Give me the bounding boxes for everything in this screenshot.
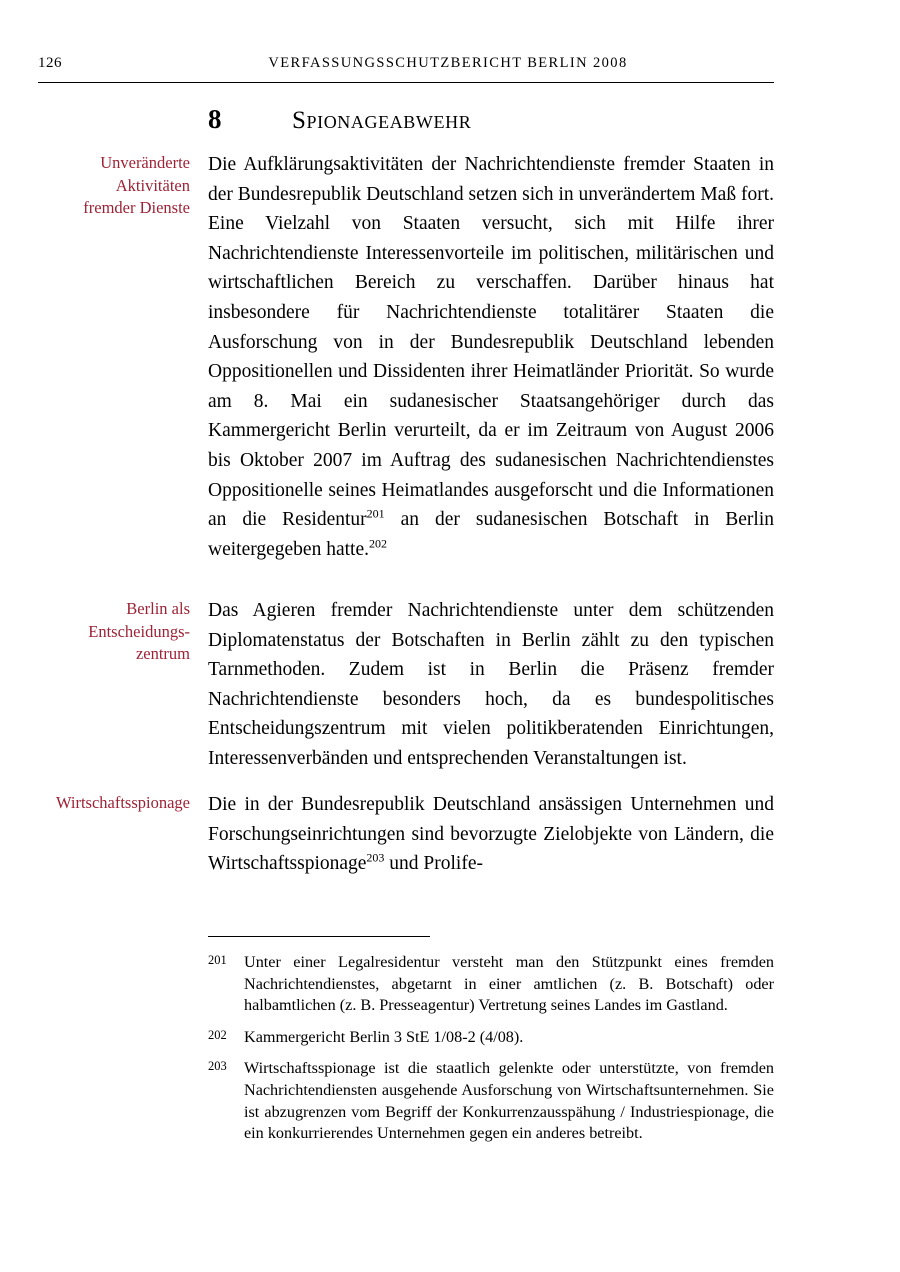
margin-note-line: Entscheidungs- <box>88 621 190 641</box>
footnote-item <box>208 1058 774 1144</box>
footnote-item <box>208 1027 774 1049</box>
running-head <box>38 55 774 72</box>
margin-note-unveraenderte-aktivitaeten <box>38 152 190 220</box>
margin-note-berlin-entscheidungszentrum <box>38 598 190 666</box>
margin-note-line: Wirtschaftsspionage <box>55 793 190 812</box>
paragraph-block-2 <box>208 596 774 774</box>
margin-note-line: Unveränderte <box>100 153 190 172</box>
footnote-mark: 201 <box>208 953 227 967</box>
footnote-ref-201[interactable]: 201 <box>366 506 385 521</box>
footnote-text: Kammergericht Berlin 3 StE 1/08-2 (4/08). <box>244 1027 524 1046</box>
footnote-divider <box>208 936 430 937</box>
margin-note-line: Berlin als <box>126 599 190 618</box>
paragraph-2: Das Agieren fremder Nachrichtendienste unter dem schützenden Diplomatenstatus der Botschaften in Berlin zählt zu den typischen Tarnmethoden. Zudem ist in Berlin die Präsenz fremder Nachrichtendienste besonders hoch, da es bundespolitisches Entscheidungszentrum mit vielen politikberatenden Einrichtungen, Interessenverbänden und entsprechenden Veranstaltungen ist. <box>208 600 774 769</box>
paragraph-block-1 <box>208 150 774 564</box>
page-number: 126 <box>38 55 62 71</box>
paragraph-1-text-b: an der sudanesischen Botschaft in Berlin weitergegeben hatte. <box>208 509 775 560</box>
paragraph-3-text-b: und Prolife- <box>384 853 483 875</box>
paragraph-3 <box>208 790 774 879</box>
footnote-mark: 202 <box>208 1027 227 1042</box>
paragraph-3-text-a: Die in der Bundesrepublik Deutschland ansässigen Unternehmen und Forschungseinrichtungen sind bevorzugte Zielobjekte von Ländern, die Wirtschaftsspionage <box>208 794 774 875</box>
running-head-title: VERFASSUNGSSCHUTZBERICHT BERLIN 2008 <box>268 55 628 71</box>
paragraph-block-3 <box>208 790 774 879</box>
footnote-text: Wirtschaftsspionage ist die staatlich gelenkte oder unterstützte, von fremden Nachrichtendiensten ausgehende Ausforschung von Wirtschaftsunternehmen. Sie ist abzugrenzen vom Begriff der Konkurrenzausspähung / Industriespionage, die ein konkurrierendes Unternehmen gegen ein anderes betreibt. <box>244 1059 774 1143</box>
footnotes-section <box>208 952 774 1155</box>
chapter-heading <box>208 104 774 135</box>
footnote-ref-202[interactable]: 202 <box>368 536 387 551</box>
margin-note-line: zentrum <box>135 644 190 663</box>
footnote-ref-203[interactable]: 203 <box>366 850 385 865</box>
paragraph-1 <box>208 150 774 564</box>
footnote-text: Unter einer Legalresidentur versteht man den Stützpunkt eines fremden Nachrichtendienstes, abgetarnt in einer amtlichen (z. B. Botschaft) oder halbamtlichen (z. B. Presseagentur) Vertretung seines Landes im Gastland. <box>244 953 774 1015</box>
header-divider <box>38 82 774 83</box>
margin-note-line: Aktivitäten <box>115 175 190 195</box>
footnote-mark: 203 <box>208 1059 227 1074</box>
margin-note-wirtschaftsspionage <box>38 792 190 815</box>
paragraph-1-text-a: Die Aufklärungsaktivitäten der Nachrichtendienste fremder Staaten in der Bundesrepublik Deutschland setzen sich in unverändertem Maß fort. Eine Vielzahl von Staaten versucht, sich mit Hilfe ihrer Nachrichtendienste Interessenvorteile im politischen, militärischen und wirtschaftlichen Bereich zu verschaffen. Darüber hinaus hat insbesondere für Nachrichtendienste totalitärer Staaten die Ausforschung von in der Bundesrepublik Deutschland lebenden Oppositionellen und Dissidenten ihrer Heimatländer Priorität. So wurde am 8. Mai ein sudanesischer Staatsangehöriger durch das Kammergericht Berlin verurteilt, da er im Zeitraum von August 2006 bis Oktober 2007 im Auftrag des sudanesischen Nachrichtendienstes Oppositionelle seines Heimatlandes ausgeforscht und die Informationen an die Residentur <box>208 154 774 531</box>
chapter-title: Spionageabwehr <box>292 107 472 134</box>
margin-note-line: fremder Dienste <box>83 198 190 217</box>
chapter-number: 8 <box>208 104 222 134</box>
footnote-item <box>208 952 774 1017</box>
